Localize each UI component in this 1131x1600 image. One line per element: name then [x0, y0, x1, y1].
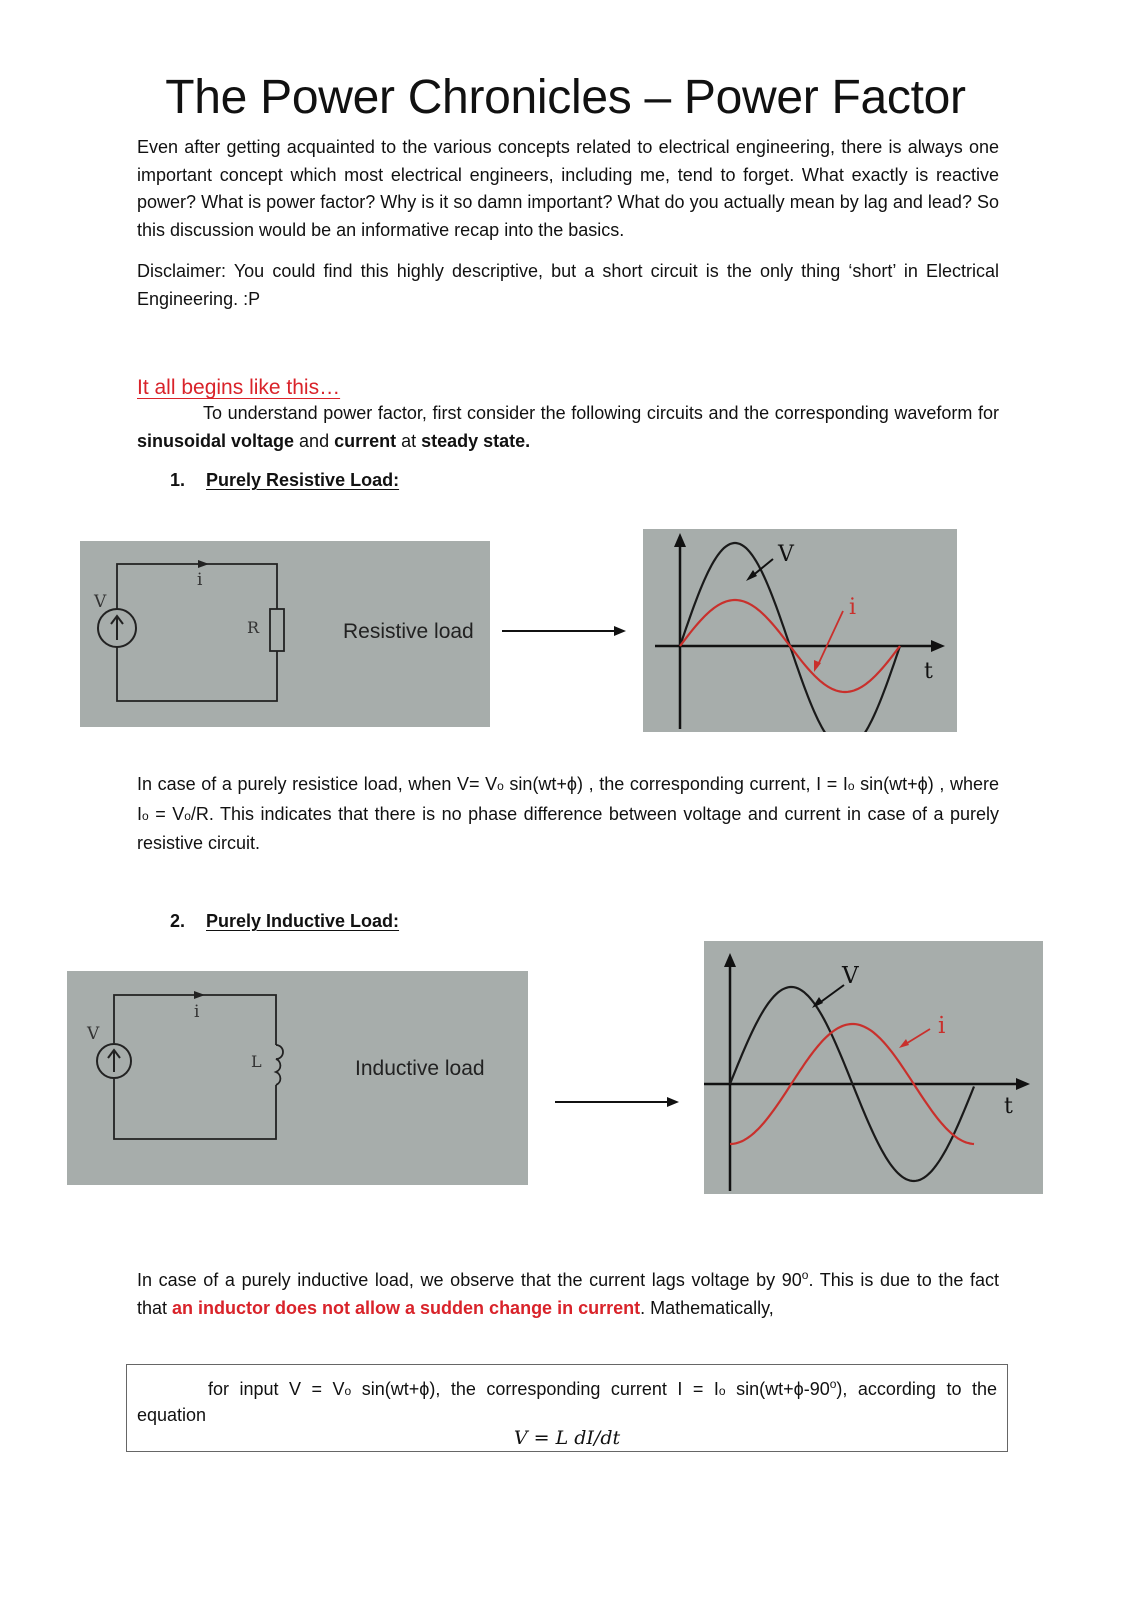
wave-t-label-2: t	[1004, 1094, 1013, 1119]
intro-paragraph: Even after getting acquainted to the various concepts related to electrical engineering, there is always one important concept which most electrical engineers, including me, tend to forget. What exactly is reactive power? What is power factor? Why is it so damn important? What do you actually mean by lag and lead? So this discussion would be an informative recap into the basics.	[137, 137, 999, 240]
wave-v-label: V	[778, 542, 794, 567]
right-arrow-2	[553, 1095, 683, 1109]
equation-text: for input V = Vo sin(wt+ϕ), the corresponding current I = Io $\sin(wt+\phi-90^o)$, according to the	[208, 1377, 997, 1399]
wave-i-label-2: i	[938, 1013, 946, 1039]
wave-v-label-2: V	[842, 963, 859, 989]
equation-box	[126, 1364, 1008, 1452]
wave-i-label: i	[849, 595, 857, 620]
load-label: Resistive load	[343, 620, 474, 643]
right-arrow	[500, 624, 630, 638]
load-label-2: Inductive load	[355, 1057, 485, 1080]
inductive-paragraph: In case of a purely inductive load, we observe that the current lags voltage by 90$^o$. This is due to the fact that an inductor does not allow a sudden change in current. Mathematically,	[137, 1268, 999, 1318]
r-label: R	[247, 618, 260, 637]
v-label: V	[94, 592, 107, 612]
list-item-inductive: 2. Purely Inductive Load:	[170, 911, 400, 931]
v-label-2: V	[87, 1024, 100, 1044]
list-item-resistive: 1. Purely Resistive Load:	[170, 470, 400, 490]
resistive-waveform	[643, 529, 957, 732]
wave-t-label: t	[924, 659, 933, 684]
resistive-waveform-bg	[643, 529, 957, 732]
equation-text-cont: equation	[137, 1405, 207, 1425]
inductive-waveform	[704, 941, 1043, 1194]
page-title: The Power Chronicles – Power Factor	[165, 71, 966, 124]
resistive-paragraph: In case of a purely resistice load, when V= Vo sin(wt+ϕ) , the corresponding current, I = Io sin(wt+ϕ) , where Io = Vo/R. This indicates that there is no phase difference between voltage and current in case of a purely resistive circuit.	[137, 774, 999, 853]
resistor-symbol	[270, 609, 284, 651]
i-label-2: i	[194, 1002, 200, 1022]
equation-formula: V = L dI/dt	[513, 1427, 621, 1449]
inductive-waveform-bg	[704, 941, 1043, 1194]
l-label: L	[251, 1052, 262, 1071]
understand-paragraph: To understand power factor, first consider the following circuits and the corresponding waveform for sinusoidal voltage and current at steady state.	[137, 403, 999, 451]
inductive-circuit-diagram	[67, 971, 528, 1185]
disclaimer-paragraph: Disclaimer: You could find this highly descriptive, but a short circuit is the only thing ‘short’ in Electrical Engineering. :P	[137, 261, 999, 309]
section-heading: It all begins like this…	[137, 376, 341, 399]
resistive-circuit-diagram	[80, 541, 490, 727]
i-label: i	[197, 570, 203, 590]
